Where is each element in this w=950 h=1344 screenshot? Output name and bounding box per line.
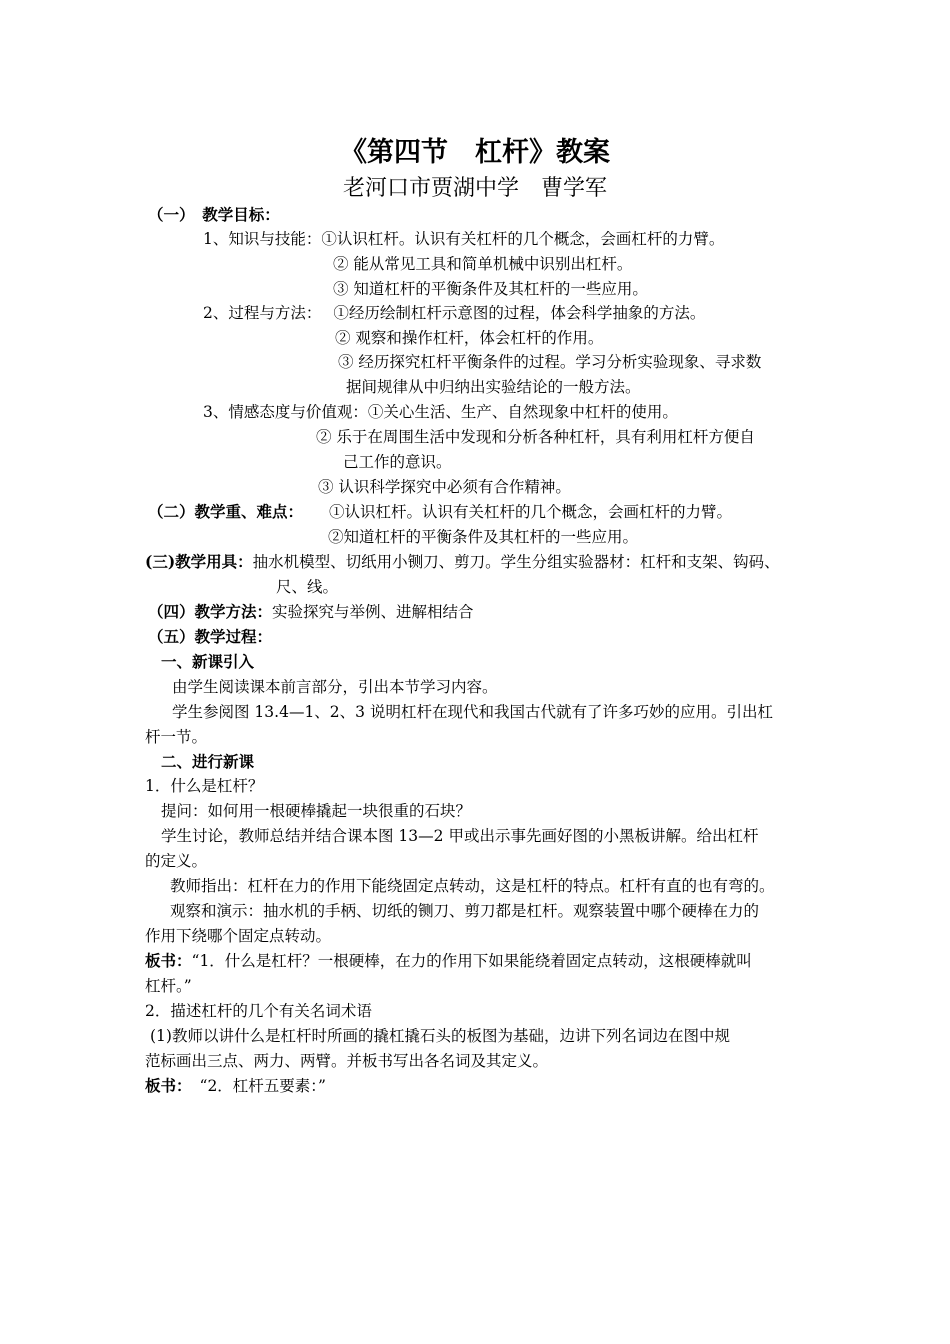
observe-text: 观察和演示：抽水机的手柄、切纸的铡刀、剪刀都是杠杆。观察装置中哪个硬棒在力的 <box>170 902 760 920</box>
intro-heading: 一、新课引入 <box>161 652 255 671</box>
author-line: 老河口市贾湖中学 曹学军 <box>342 176 607 201</box>
knowledge-item: ③ 知道杠杆的平衡条件及其杠杆的一些应用。 <box>333 280 648 298</box>
observe-text-continued: 作用下绕哪个固定点转动。 <box>145 927 332 945</box>
board-label: 板书： <box>145 1076 192 1095</box>
question-1: 1．什么是杠杆？ <box>145 777 264 795</box>
process-line-1 <box>203 303 705 323</box>
process-item: ①经历绘制杠杆示意图的过程，体会科学抽象的方法。 <box>333 304 706 322</box>
discuss-text-continued: 的定义。 <box>145 852 208 870</box>
attitude-label: 3、情感态度与价值观： <box>203 403 368 421</box>
ask-text: 提问：如何用一根硬棒撬起一块很重的石块？ <box>161 802 472 820</box>
objectives-heading: （一） 教学目标： <box>148 205 280 224</box>
board-text-continued: 杠杆。” <box>145 977 192 995</box>
board-text: “1．什么是杠杆？一根硬棒，在力的作用下如果能绕着固定点转动，这根硬棒就叫 <box>191 952 752 970</box>
discuss-text: 学生讨论，教师总结并结合课本图 13—2 甲或出示事先画好图的小黑板讲解。给出杠杆 <box>161 827 759 845</box>
attitude-item: ①关心生活、生产、自然现象中杠杆的使用。 <box>367 403 678 421</box>
terms-text: (1)教师以讲什么是杠杆时所画的撬杠撬石头的板图为基础，边讲下列名词边在图中规 <box>150 1027 730 1045</box>
process-label: 2、过程与方法： <box>203 304 322 322</box>
process-heading: （五）教学过程： <box>148 627 273 646</box>
process-item-continued: 据间规律从中归纳出实验结论的一般方法。 <box>346 378 641 396</box>
attitude-item-continued: 己工作的意识。 <box>343 453 452 471</box>
attitude-item: ③ 认识科学探究中必须有合作精神。 <box>318 478 571 496</box>
attitude-line-1 <box>203 402 678 422</box>
key-points-heading: （二）教学重、难点： <box>148 502 304 521</box>
board-note-2 <box>145 1076 326 1096</box>
process-item: ② 观察和操作杠杆，体会杠杆的作用。 <box>335 329 604 347</box>
attitude-item: ② 乐于在周围生活中发现和分析各种杠杆，具有利用杠杆方便自 <box>316 428 755 446</box>
document-title: 《第四节 杠杆》教案 <box>340 137 610 168</box>
key-point-item: ②知道杠杆的平衡条件及其杠杆的一些应用。 <box>328 528 639 546</box>
knowledge-item: ①认识杠杆。认识有关杠杆的几个概念，会画杠杆的力臂。 <box>321 230 725 248</box>
tools-text: 抽水机模型、切纸用小铡刀、剪刀。学生分组实验器材：杠杆和支架、钩码、 <box>252 553 780 571</box>
board-text: “2．杠杆五要素：” <box>199 1077 326 1095</box>
knowledge-label: 1、知识与技能： <box>203 230 322 248</box>
intro-paragraph: 学生参阅图 13.4—1、2、3 说明杠杆在现代和我国古代就有了许多巧妙的应用。引出杠 <box>172 703 773 721</box>
intro-paragraph-continued: 杆一节。 <box>145 728 208 746</box>
knowledge-item: ② 能从常见工具和简单机械中识别出杠杆。 <box>333 255 633 273</box>
methods-text: 实验探究与举例、进解相结合 <box>272 603 474 621</box>
tools-heading: (三)教学用具： <box>145 552 253 571</box>
terms-text-continued: 范标画出三点、两力、两臂。并板书写出各名词及其定义。 <box>145 1052 549 1070</box>
knowledge-line-1 <box>203 229 724 249</box>
question-2: 2．描述杠杆的几个有关名词术语 <box>145 1002 372 1020</box>
process-item: ③ 经历探究杠杆平衡条件的过程。学习分析实验现象、寻求数 <box>338 353 762 371</box>
new-lesson-heading: 二、进行新课 <box>161 752 255 771</box>
intro-paragraph: 由学生阅读课本前言部分，引出本节学习内容。 <box>172 678 498 696</box>
key-point-item: ①认识杠杆。认识有关杠杆的几个概念，会画杠杆的力臂。 <box>329 503 733 521</box>
methods-heading: （四）教学方法： <box>148 602 273 621</box>
board-note-1 <box>145 951 752 971</box>
tools-text-continued: 尺、线。 <box>276 578 339 596</box>
teacher-point-text: 教师指出：杠杆在力的作用下能绕固定点转动，这是杠杆的特点。杠杆有直的也有弯的。 <box>170 877 775 895</box>
board-label: 板书： <box>145 951 192 970</box>
key-points-line-1 <box>148 502 732 522</box>
tools-line-1 <box>145 552 780 572</box>
methods-line <box>148 602 474 622</box>
